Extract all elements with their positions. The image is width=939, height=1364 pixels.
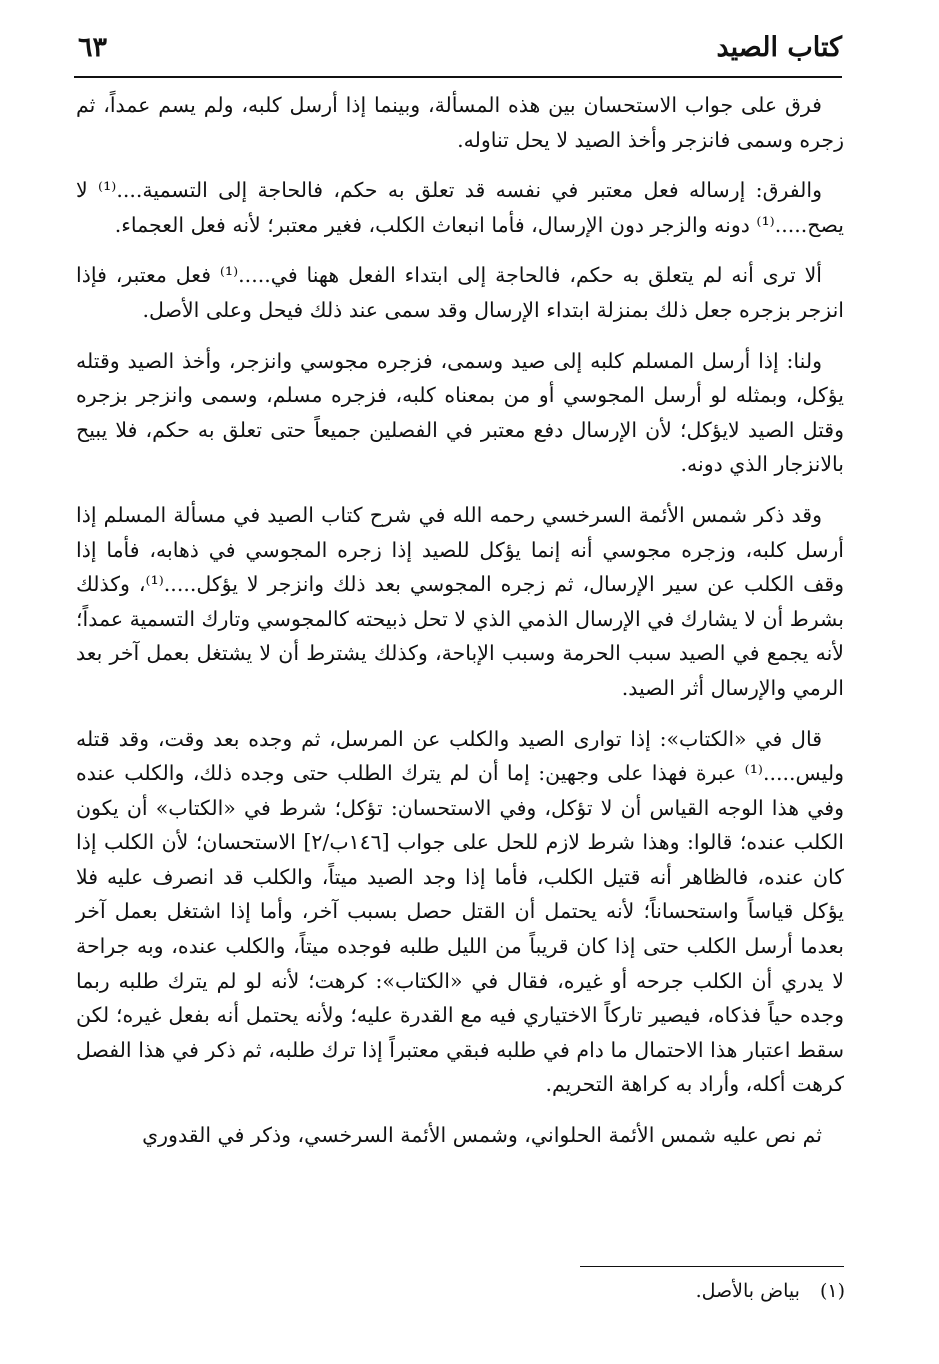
- footnote-text: بياض بالأصل.: [695, 1280, 800, 1302]
- running-title: كتاب الصيد: [716, 32, 842, 63]
- paragraph-1: فرق على جواب الاستحسان بين هذه المسألة، وبينما إذا أرسل كلبه، ولم يسم عمداً، ثم زجره وسمى فانزجر وأخذ الصيد لا يحل تناوله.: [76, 93, 844, 152]
- paragraph-4: ولنا: إذا أرسل المسلم كلبه إلى صيد وسمى، فزجره مجوسي وانزجر، وأخذ الصيد وقتله يؤكل، وبمثله لو أرسل المجوسي أو من بمعناه كلبه، فزجره مسلم، وسمى وانزجر بزجره وقتل الصيد لايؤكل؛ لأن الإرسال دفع معتبر في الفصلين جميعاً حتى تعلق به حكم، فلا يبيح بالانزجار الذي دونه.: [76, 348, 844, 477]
- header-rule: [74, 76, 842, 78]
- page-header: [74, 24, 842, 70]
- footnote-marker: (١): [819, 1280, 845, 1302]
- paragraph-7: ثم نص عليه شمس الأئمة الحلواني، وشمس الأئمة السرخسي، وذكر في القدوري: [142, 1123, 822, 1148]
- paragraph-2: والفرق: إرساله فعل معتبر في نفسه قد تعلق به حكم، فالحاجة إلى التسمية....⁽¹⁾ لا يصح.....⁽¹⁾ دونه والزجر دون الإرسال، فأما انبعاث الكلب، فغير معتبر؛ لأنه فعل العجماء.: [76, 178, 844, 237]
- footnote: [696, 1280, 845, 1302]
- paragraph-6: قال في «الكتاب»: إذا توارى الصيد والكلب عن المرسل، ثم وجده بعد وقت، وقد قتله وليس.....⁽¹⁾ عبرة فهذا على وجهين: إما أن لم يترك الطلب حتى وجده ذلك، والكلب عنده وفي هذا الوجه القياس أن لا تؤكل، وفي الاستحسان: تؤكل؛ شرط في «الكتاب» أن يكون الكلب عنده؛ قالوا: وهذا شرط لازم للحل على جواب [١٤٦ب/٢] الاستحسان؛ لأن الكلب إذا كان عنده، فالظاهر أنه قتيل الكلب، فأما إذا وجد الصيد ميتاً، والكلب قد انصرف عليه فلا يؤكل قياساً واستحساناً؛ لأنه يحتمل أن القتل حصل بسبب آخر، وأما إذا اشتغل بعمل آخر بعدما أرسل الكلب حتى إذا كان قريباً من الليل طلبه فوجده ميتاً، والكلب عنده، وبه جراحة لا يدري أن الكلب جرحه أو غيره، فقال في «الكتاب»: كرهت؛ لأنه لو لم يترك طلبه ربما وجده حياً فذكاه، فيصير تاركاً الاختياري فيه مع القدرة عليه؛ ولأنه يحتمل أنه بفعل غيره؛ لكن سقط اعتبار هذا الاحتمال ما دام في طلبه فبقي معتبراً إذا ترك طلبه، ثم ذكر في هذا الفصل كرهت أكله، وأراد به كراهة التحريم.: [76, 726, 845, 1097]
- paragraph-3: ألا ترى أنه لم يتعلق به حكم، فالحاجة إلى ابتداء الفعل ههنا في.....⁽¹⁾ فعل معتبر، فإذا انزجر بزجره جعل ذلك بمنزلة ابتداء الإرسال وقد سمى عند ذلك فيحل وعلى الأصل.: [76, 263, 844, 322]
- page-number: ٦٣: [78, 32, 108, 63]
- main-text: [76, 88, 844, 1169]
- paragraph-5: وقد ذكر شمس الأئمة السرخسي رحمه الله في شرح كتاب الصيد في مسألة المسلم إذا أرسل كلبه، وزجره مجوسي أنه إنما يؤكل للصيد إذا زجره المجوسي في ذهابه، فأما إذا وقف الكلب عن سير الإرسال، ثم زجره المجوسي بعد ذلك وانزجر لا يؤكل.....⁽¹⁾، وكذلك بشرط أن لا يشارك في الإرسال الذمي الذي لا تحل ذبيحته كالمجوسي وتارك التسمية عمداً؛ لأنه يجمع في الصيد سبب الحرمة وسبب الإباحة، وكذلك يشترط أن لا يشتغل بعمل آخر بعد الرمي والإرسال أثر الصيد.: [76, 502, 844, 700]
- footnote-rule: [580, 1266, 844, 1267]
